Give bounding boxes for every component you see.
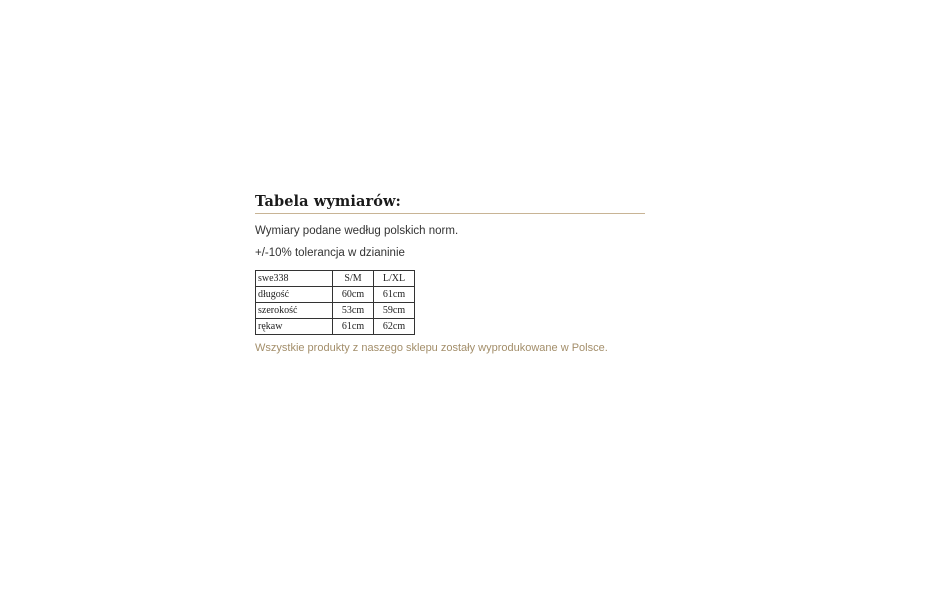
table-row-label: rękaw xyxy=(256,319,333,335)
size-chart-title: Tabela wymiarów: xyxy=(255,193,402,210)
title-divider xyxy=(255,213,645,214)
tolerance-note: +/-10% tolerancja w dzianinie xyxy=(255,247,405,259)
table-cell-value: 62cm xyxy=(374,319,415,335)
table-row xyxy=(256,303,415,319)
table-cell-value: 60cm xyxy=(333,287,374,303)
table-cell-product-code: swe338 xyxy=(256,271,333,287)
made-in-poland-note: Wszystkie produkty z naszego sklepu zostały wyprodukowane w Polsce. xyxy=(255,342,608,354)
table-cell-value: 59cm xyxy=(374,303,415,319)
table-row xyxy=(256,319,415,335)
table-cell-value: 53cm xyxy=(333,303,374,319)
table-row xyxy=(256,287,415,303)
table-cell-value: 61cm xyxy=(333,319,374,335)
size-table xyxy=(255,270,415,335)
size-chart-section xyxy=(255,193,645,354)
norms-note: Wymiary podane według polskich norm. xyxy=(255,225,459,237)
table-header-size-sm: S/M xyxy=(333,271,374,287)
table-header-row xyxy=(256,271,415,287)
table-header-size-lxl: L/XL xyxy=(374,271,415,287)
table-cell-value: 61cm xyxy=(374,287,415,303)
table-row-label: szerokość xyxy=(256,303,333,319)
table-row-label: długość xyxy=(256,287,333,303)
